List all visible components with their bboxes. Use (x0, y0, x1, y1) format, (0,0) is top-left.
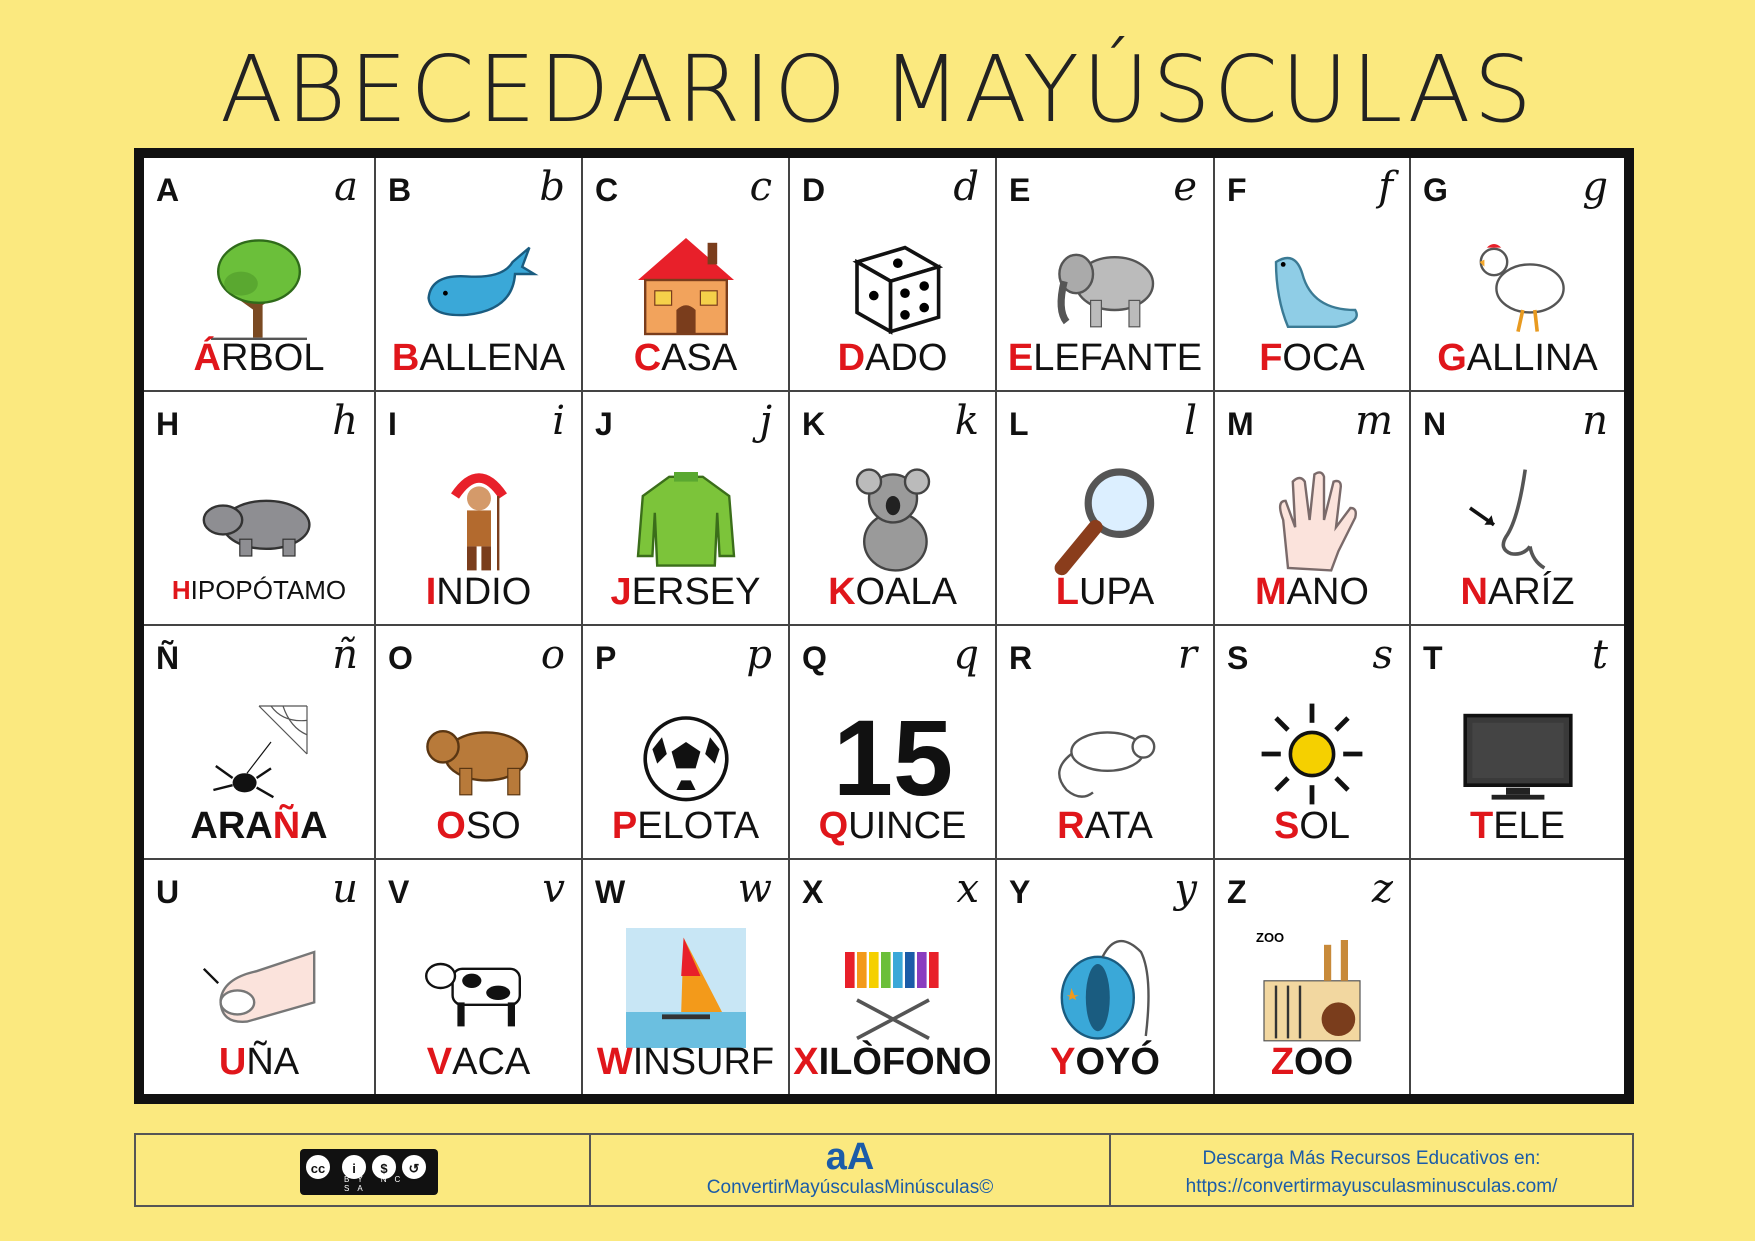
zoo-sign: ZOO (1256, 930, 1285, 945)
word-first-letter: M (1254, 571, 1287, 613)
spider-icon (199, 694, 319, 814)
word-rest: ATA (1084, 805, 1153, 847)
sweater-icon (626, 460, 746, 580)
sun-icon (1252, 694, 1372, 814)
uppercase-letter: U (156, 874, 180, 910)
word-label (997, 571, 1213, 614)
word-rest: ERSEY (631, 571, 761, 613)
elephant-icon (1045, 226, 1165, 346)
word-rest: RBOL (220, 337, 325, 379)
letter-card-a (144, 158, 376, 392)
word-first-letter: K (828, 571, 856, 613)
xylophone-icon (833, 928, 953, 1048)
word-rest: INSURF (632, 1041, 775, 1083)
cursive-letter: y (1174, 866, 1197, 912)
word-first-letter: W (596, 1041, 633, 1083)
word-first-letter: F (1259, 337, 1283, 379)
empty-card (1411, 860, 1624, 1094)
word-label (790, 337, 995, 380)
word-label (583, 571, 788, 614)
cursive-letter: z (1371, 866, 1393, 912)
word-rest: ARÍZ (1487, 571, 1575, 613)
word-label (790, 571, 995, 614)
uppercase-letter: A (156, 172, 180, 208)
letter-card-b (376, 158, 583, 392)
cursive-letter: m (1355, 398, 1393, 444)
uppercase-letter: N (1423, 406, 1447, 442)
letter-card-g (1411, 158, 1624, 392)
word-rest: OL (1299, 805, 1351, 847)
hen-icon (1458, 226, 1578, 346)
word-rest: ALLENA (419, 337, 566, 379)
cursive-letter: x (956, 866, 979, 912)
cursive-letter: d (953, 164, 979, 210)
letter-card-o (376, 626, 583, 860)
word-first-letter: J (610, 571, 632, 613)
word-rest: ADO (865, 337, 948, 379)
brand-box (591, 1135, 1111, 1205)
cursive-letter: f (1378, 164, 1393, 210)
uppercase-letter: F (1227, 172, 1247, 208)
word-label (1411, 571, 1624, 614)
word-first-letter: P (611, 805, 638, 847)
brand-logo: aA (825, 1136, 875, 1178)
uppercase-letter: T (1423, 640, 1443, 676)
word-first-letter: ARA (190, 805, 273, 847)
ball-icon (626, 694, 746, 814)
hand-icon (1252, 460, 1372, 580)
word-rest: OO (1294, 1041, 1354, 1083)
word-rest: OALA (855, 571, 957, 613)
letter-card-u (144, 860, 376, 1094)
uppercase-letter: V (388, 874, 410, 910)
word-first-letter: H (171, 575, 191, 605)
cow-icon (419, 928, 539, 1048)
word-label (144, 805, 374, 848)
word-label (144, 1041, 374, 1084)
letter-card-e (997, 158, 1215, 392)
word-label (144, 575, 374, 606)
word-first-letter: Q (818, 805, 849, 847)
cursive-letter: e (1173, 164, 1197, 210)
uppercase-letter: Q (802, 640, 827, 676)
uppercase-letter: Y (1009, 874, 1031, 910)
dice-icon (833, 226, 953, 346)
word-label (997, 1041, 1213, 1084)
word-first-letter: T (1469, 805, 1494, 847)
cursive-letter: a (334, 164, 358, 210)
letter-card-w (583, 860, 790, 1094)
uppercase-letter: W (595, 874, 626, 910)
word-label (376, 337, 581, 380)
letter-card-l (997, 392, 1215, 626)
cursive-letter: w (737, 866, 772, 912)
letter-card-d (790, 158, 997, 392)
letter-card-z (1215, 860, 1411, 1094)
download-box (1111, 1135, 1632, 1205)
word-label (1215, 805, 1409, 848)
uppercase-letter: Z (1227, 874, 1247, 910)
word-first-letter: N (1460, 571, 1488, 613)
bear-icon (419, 694, 539, 814)
rat-icon (1045, 694, 1165, 814)
uppercase-letter: H (156, 406, 180, 442)
letter-card-ñ (144, 626, 376, 860)
cursive-letter: k (954, 398, 979, 444)
word-rest: NDIO (436, 571, 532, 613)
uppercase-letter: C (595, 172, 619, 208)
word-label (376, 1041, 581, 1084)
word-label (997, 805, 1213, 848)
uppercase-letter: E (1009, 172, 1031, 208)
uppercase-letter: I (388, 406, 397, 442)
uppercase-letter: Ñ (156, 640, 180, 676)
tree-icon (199, 226, 319, 346)
word-label (1411, 337, 1624, 380)
number-15-text: 15 (832, 696, 953, 814)
word-rest: ÑA (246, 1041, 300, 1083)
word-rest: OYÓ (1075, 1041, 1160, 1083)
word-rest: LEFANTE (1033, 337, 1203, 379)
download-text: Descarga Más Recursos Educativos en: (1202, 1148, 1541, 1169)
word-label (1411, 805, 1624, 848)
letter-card-q (790, 626, 997, 860)
cursive-letter: u (332, 866, 358, 912)
cursive-letter: q (953, 632, 979, 678)
brand-name: ConvertirMayúsculasMinúsculas© (706, 1177, 994, 1198)
word-rest: ASA (661, 337, 738, 379)
letter-card-m (1215, 392, 1411, 626)
word-first-letter: Á (193, 337, 221, 379)
letter-card-j (583, 392, 790, 626)
letter-card-h (144, 392, 376, 626)
word-label (790, 1041, 995, 1084)
letter-card-r (997, 626, 1215, 860)
house-icon (626, 226, 746, 346)
word-label (1215, 1041, 1409, 1084)
word-rest: ANO (1286, 571, 1369, 613)
cursive-letter: o (540, 632, 565, 678)
word-label (583, 805, 788, 848)
page-title: ABECEDARIO MAYÚSCULAS (220, 36, 1535, 143)
word-label (790, 805, 995, 848)
word-first-letter: E (1007, 337, 1034, 379)
cursive-letter: v (542, 866, 565, 912)
word-highlight-letter: Ñ (272, 805, 301, 847)
letter-card-i (376, 392, 583, 626)
word-label (376, 805, 581, 848)
cursive-letter: ñ (332, 632, 358, 678)
whale-icon (419, 226, 539, 346)
word-first-letter: D (837, 337, 866, 379)
alphabet-grid (134, 148, 1634, 1104)
word-rest: ELE (1493, 805, 1566, 847)
word-label (1215, 337, 1409, 380)
word-first-letter: R (1057, 805, 1085, 847)
koala-icon (833, 460, 953, 580)
uppercase-letter: D (802, 172, 826, 208)
word-label (1215, 571, 1409, 614)
letter-card-f (1215, 158, 1411, 392)
word-rest: ELOTA (637, 805, 760, 847)
uppercase-letter: O (388, 640, 413, 676)
word-first-letter: Z (1270, 1041, 1295, 1083)
cursive-letter: h (332, 398, 358, 444)
uppercase-letter: J (595, 406, 613, 442)
uppercase-letter: P (595, 640, 617, 676)
word-first-letter: L (1055, 571, 1079, 613)
footer (134, 1133, 1634, 1207)
letter-card-y (997, 860, 1215, 1094)
word-rest: SO (465, 805, 521, 847)
letter-card-c (583, 158, 790, 392)
word-rest: ACA (452, 1041, 531, 1083)
word-rest: ILÒFONO (818, 1041, 992, 1083)
word-first-letter: C (633, 337, 662, 379)
letter-card-p (583, 626, 790, 860)
nail-icon (199, 928, 319, 1048)
word-first-letter: V (426, 1041, 453, 1083)
word-rest: ALLINA (1466, 337, 1598, 379)
cursive-letter: l (1184, 398, 1197, 444)
word-rest: IPOPÓTAMO (190, 575, 347, 605)
yoyo-icon (1045, 928, 1165, 1048)
cursive-letter: t (1591, 632, 1608, 678)
chief-icon (419, 460, 539, 580)
letter-card-v (376, 860, 583, 1094)
word-first-letter: S (1273, 805, 1300, 847)
magnifier-icon (1045, 460, 1165, 580)
uppercase-letter: S (1227, 640, 1249, 676)
word-rest: OCA (1282, 337, 1365, 379)
letter-card-x (790, 860, 997, 1094)
cursive-letter: g (1582, 164, 1608, 210)
cc-by-nc-sa-icon[interactable]: cc i $ ↺ BY NC SA (300, 1149, 438, 1195)
zoo-icon (1252, 928, 1372, 1048)
word-first-letter: Y (1050, 1041, 1076, 1083)
word-first-letter: X (793, 1041, 819, 1083)
uppercase-letter: M (1227, 406, 1254, 442)
letter-card-k (790, 392, 997, 626)
word-first-letter: I (425, 571, 437, 613)
word-label (583, 337, 788, 380)
word-label (997, 337, 1213, 380)
download-link[interactable]: https://convertirmayusculasminusculas.com/ (1185, 1176, 1558, 1197)
uppercase-letter: X (802, 874, 824, 910)
word-first-letter: G (1437, 337, 1467, 379)
cursive-letter: j (759, 398, 772, 444)
uppercase-letter: G (1423, 172, 1448, 208)
uppercase-letter: K (802, 406, 826, 442)
cursive-letter: c (749, 164, 772, 210)
cursive-letter: p (746, 632, 772, 678)
tv-icon (1458, 694, 1578, 814)
word-rest: A (300, 805, 328, 847)
word-label (583, 1041, 788, 1084)
word-rest: UINCE (848, 805, 967, 847)
uppercase-letter: R (1009, 640, 1033, 676)
seal-icon (1252, 226, 1372, 346)
word-first-letter: U (218, 1041, 247, 1083)
hippo-icon (199, 460, 319, 580)
word-first-letter: B (391, 337, 420, 379)
letter-card-t (1411, 626, 1624, 860)
uppercase-letter: B (388, 172, 412, 208)
cursive-letter: s (1372, 632, 1393, 678)
cursive-letter: i (552, 398, 565, 444)
cursive-letter: b (539, 164, 565, 210)
letter-card-s (1215, 626, 1411, 860)
nose-icon (1458, 460, 1578, 580)
word-label (376, 571, 581, 614)
letter-card-n (1411, 392, 1624, 626)
license-box (136, 1135, 591, 1205)
uppercase-letter: L (1009, 406, 1029, 442)
windsurf-icon (626, 928, 746, 1048)
cursive-letter: n (1582, 398, 1608, 444)
number-15-icon (833, 694, 953, 814)
word-label (144, 337, 374, 380)
word-rest: UPA (1078, 571, 1155, 613)
cursive-letter: r (1177, 632, 1197, 678)
word-first-letter: O (436, 805, 466, 847)
